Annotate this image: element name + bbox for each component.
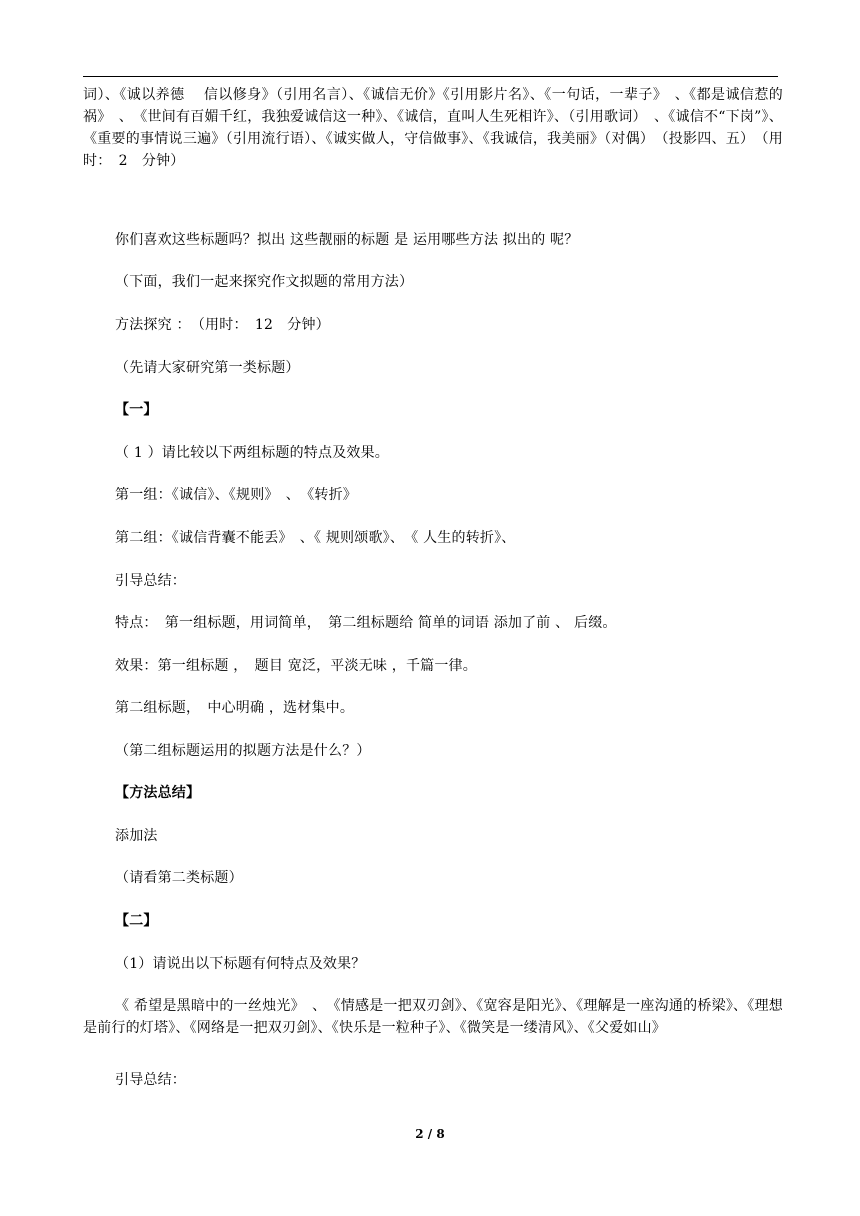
study-first-category: （先请大家研究第一类标题） <box>115 360 300 376</box>
section-heading-one: 【一】 <box>115 402 158 418</box>
task-two: （1）请说出以下标题有何特点及效果？ <box>115 956 366 972</box>
explore-intro: （下面，我们一起来探究作文拟题的常用方法） <box>115 274 414 290</box>
group-two: 第二组：《诚信背囊不能丢》 、《 规则颂歌》、 《 人生的转折》、 <box>115 530 516 546</box>
task-one: （ 1 ）请比较以下两组标题的特点及效果。 <box>115 445 390 461</box>
add-method: 添加法 <box>115 828 158 844</box>
section-heading-two: 【二】 <box>115 913 158 929</box>
question-like-titles: 你们喜欢这些标题吗？拟出 这些靓丽的标题 是 运用哪些方法 拟出的 呢？ <box>115 232 579 248</box>
group-one: 第一组：《诚信》、《规则》 、 《转折》 <box>115 487 357 503</box>
features-line: 特点： 第一组标题，用词简单， 第二组标题给 简单的词语 添加了前 、 后缀。 <box>115 615 617 631</box>
effect-two-line: 第二组标题， 中心明确 ，选材集中。 <box>115 700 355 716</box>
intro-block <box>83 84 783 172</box>
page-number: 2 / 8 <box>415 1127 445 1141</box>
examples-block <box>83 995 783 1039</box>
see-second-category: （请看第二类标题） <box>115 870 243 886</box>
guide-summary-label: 引导总结： <box>115 573 186 589</box>
header-rule <box>83 76 778 77</box>
method-explore: 方法探究 ： （用时： 12 分钟） <box>115 317 330 333</box>
question-method: （第二组标题运用的拟题方法是什么？） <box>115 743 371 759</box>
effect-one-line: 效果：第一组标题 ， 题目 宽泛，平淡无味 ，千篇一律。 <box>115 658 477 674</box>
intro-paragraph: 词）、《诚以养德 信以修身》（引用名言）、《诚信无价》《引用影片名》、《一句话，一辈子》 、《都是诚信惹的祸》 、 《世间有百媚千红，我独爱诚信这一种》、《诚信，直叫人生死相许》、（引用歌词） 、《诚信不“下岗”》、《重要的事情说三遍》（引用流行语）、《诚实做人，守信做事》、《我诚信，我美丽》（对偶） （投影四、五） （用时： 2 分钟） <box>83 87 783 169</box>
examples-paragraph: 《 希望是黑暗中的一丝烛光》 、 《情感是一把双刃剑》、《宽容是阳光》、《理解是一座沟通的桥梁》、《理想是前行的灯塔》、《网络是一把双刃剑》、《快乐是一粒种子》、《微笑是一缕清风》、《父爱如山》 <box>83 998 783 1036</box>
guide-summary-label-2: 引导总结： <box>115 1072 186 1088</box>
method-summary-heading: 【方法总结】 <box>115 785 201 801</box>
